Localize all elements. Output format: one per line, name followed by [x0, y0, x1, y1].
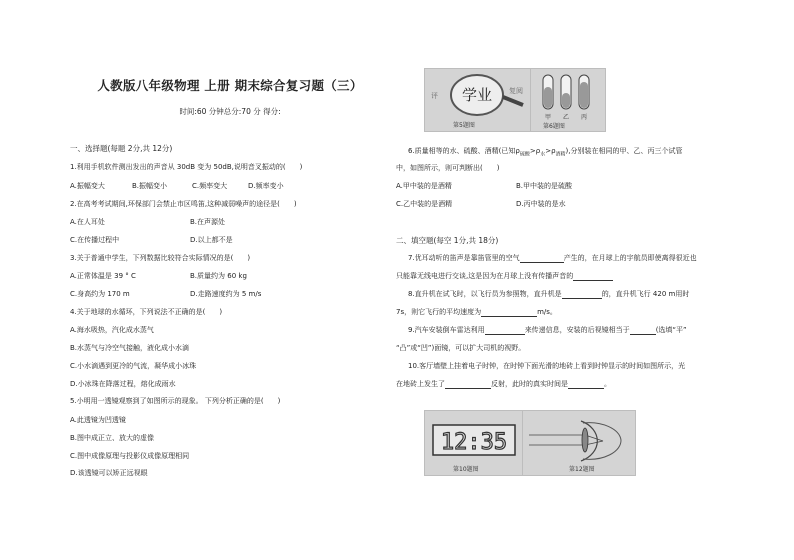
q8-blank-2[interactable] [481, 308, 537, 317]
q6-text-start: 6.质量相等的水、硫酸、酒精(已知ρ [408, 147, 520, 155]
question-7-line-1 [408, 254, 697, 263]
question-10-line-1: 10.客厅墙壁上挂着电子时钟，在时钟下面光滑的地砖上看到时钟显示的时间如图所示，光 [408, 362, 686, 370]
question-7-line-2 [396, 272, 613, 281]
figure-5-magnifier [424, 68, 532, 132]
q8-text-a: 8.直升机在试飞时，以飞行员为参照物，直升机是 [408, 290, 562, 298]
section-choice-heading: 一、选择题(每题 2分,共 12分) [70, 144, 173, 153]
clock-digits: 12:35 [440, 430, 508, 455]
question-6-option-a: A.甲中装的是酒精 [396, 182, 452, 190]
option-a: A.振幅变大 [70, 182, 105, 190]
q6-gt-1: >ρ [529, 147, 541, 155]
q6-text-end: ),分别装在相同的甲、乙、丙三个试管 [565, 147, 683, 155]
fig12-caption: 第12题图 [569, 466, 595, 473]
question-1-options [70, 182, 284, 191]
clock-illustration [425, 411, 523, 475]
question-2-option-c: C.在传播过程中 [70, 236, 120, 244]
option-d: D.频率变小 [248, 182, 284, 190]
question-6-line-2: 中，如图所示，则可判断出( ) [396, 164, 500, 172]
q8-text-d: m/s。 [537, 308, 557, 316]
q6-rho-sulfuric: 硫酸 [519, 151, 530, 158]
q6-rho-alcohol: 酒精 [555, 151, 566, 158]
question-4-option-d: D.小冰珠在降落过程，熔化成雨水 [70, 380, 176, 388]
tube-label-jia: 甲 [545, 114, 552, 121]
figure-12-eye [522, 410, 636, 476]
question-8-line-1 [408, 290, 689, 299]
q7-text-c: 只能靠无线电进行交谈,这是因为在月球上没有传播声音的 [396, 272, 574, 280]
q7-text-b: 产生的，在月球上的宇航员即使离得很近也 [563, 254, 697, 262]
q7-blank-1[interactable] [520, 254, 564, 263]
option-c: C.频率变大 [192, 182, 228, 190]
q7-blank-2[interactable] [573, 272, 613, 281]
figure-10-clock [424, 410, 524, 476]
question-4-option-a: A.海水吸热，汽化成水蒸气 [70, 326, 154, 334]
test-tubes-illustration [531, 69, 605, 131]
question-6-option-c: C.乙中装的是酒精 [396, 200, 453, 208]
fig10-caption: 第10题图 [453, 466, 479, 473]
question-5: 5.小明用一透镜观察到了如图所示的现象。 下列分析正确的是( ) [70, 397, 281, 405]
section-fill-heading: 二、填空题(每空 1分,共 18分) [396, 236, 499, 245]
figure-6-test-tubes [530, 68, 606, 132]
q9-blank-2[interactable] [630, 326, 656, 335]
q8-blank-1[interactable] [562, 290, 602, 299]
q9-blank-1[interactable] [485, 326, 525, 335]
question-5-option-a: A.此透镜为凹透镜 [70, 416, 126, 424]
question-5-option-b: B.图中成正立、放大的虚像 [70, 434, 155, 442]
exam-info: 时间:60 分钟总分:70 分 得分: [179, 107, 281, 116]
question-3-option-b: B.质量约为 60 kg [190, 272, 247, 280]
question-4-option-b: B.水蒸气与冷空气接触，液化成小水滴 [70, 344, 190, 352]
question-2-option-b: B.在声源处 [190, 218, 226, 226]
fig5-caption: 第5题图 [453, 122, 475, 129]
tube-label-bing: 丙 [581, 114, 588, 121]
question-2: 2.在高考考试期间,环保部门会禁止市区鸣笛,这种减弱噪声的途径是( ) [70, 200, 297, 208]
question-9-line-2: “凸”或“凹”)面镜，可以扩大司机的视野。 [396, 344, 526, 352]
q10-text-b: 反射，此时的真实时间是 [491, 380, 568, 388]
q10-blank-1[interactable] [445, 380, 491, 389]
q10-text-a: 在地砖上发生了 [396, 380, 445, 388]
question-6-option-d: D.丙中装的是水 [516, 200, 566, 208]
q8-text-c: 7s，则它飞行的平均速度为 [396, 308, 482, 316]
question-8-line-2 [396, 308, 557, 317]
question-3: 3.关于普通中学生，下列数据比较符合实际情况的是( ) [70, 254, 251, 262]
option-b: B.振幅变小 [132, 182, 168, 190]
q9-text-c: (选填“平” [655, 326, 687, 334]
question-4: 4.关于地球的水循环，下列说法不正确的是( ) [70, 308, 223, 316]
q6-gt-2: >ρ [545, 147, 556, 155]
q9-text-a: 9.汽车安装倒车雷达利用 [408, 326, 485, 334]
fig5-right-text: 复阅 [509, 87, 523, 95]
question-3-option-c: C.身高约为 170 m [70, 290, 130, 298]
q9-text-b: 来传递信息，安装的后视镜相当于 [524, 326, 630, 334]
question-1: 1.利用手机软件测出发出的声音从 30dB 变为 50dB,说明音叉振动的( ) [70, 163, 303, 171]
question-2-option-a: A.在人耳处 [70, 218, 105, 226]
fig6-caption: 第6题图 [543, 123, 565, 130]
question-6-option-b: B.甲中装的是硫酸 [516, 182, 573, 190]
question-5-option-c: C.图中成像原理与投影仪成像原理相同 [70, 452, 190, 460]
question-2-option-d: D.以上都不是 [190, 236, 233, 244]
question-10-line-2 [396, 380, 611, 389]
eye-lens-illustration [523, 411, 635, 475]
q10-blank-2[interactable] [568, 380, 604, 389]
exam-title: 人教版八年级物理 上册 期末综合复习题（三） [97, 78, 363, 93]
question-6 [408, 147, 683, 159]
question-4-option-c: C.小水滴遇到更冷的气流，凝华成小冰珠 [70, 362, 197, 370]
fig5-left-text: 评 [431, 92, 438, 100]
q10-text-c: 。 [604, 380, 611, 388]
magnifier-illustration [425, 69, 531, 131]
q8-text-b: 的，直升机飞行 420 m用时 [601, 290, 690, 298]
question-3-option-a: A.正常体温是 39 ° C [70, 272, 136, 280]
fig5-magnified-word: 学业 [461, 86, 493, 104]
question-9-line-1 [408, 326, 687, 335]
q6-rho-water: 水 [540, 151, 546, 158]
q7-text-a: 7.优耳动听的笛声是靠笛管里的空气 [408, 254, 520, 262]
tube-label-yi: 乙 [563, 114, 570, 121]
question-3-option-d: D.走路速度约为 5 m/s [190, 290, 262, 298]
question-5-option-d: D.该透镜可以矫正远视眼 [70, 469, 148, 477]
